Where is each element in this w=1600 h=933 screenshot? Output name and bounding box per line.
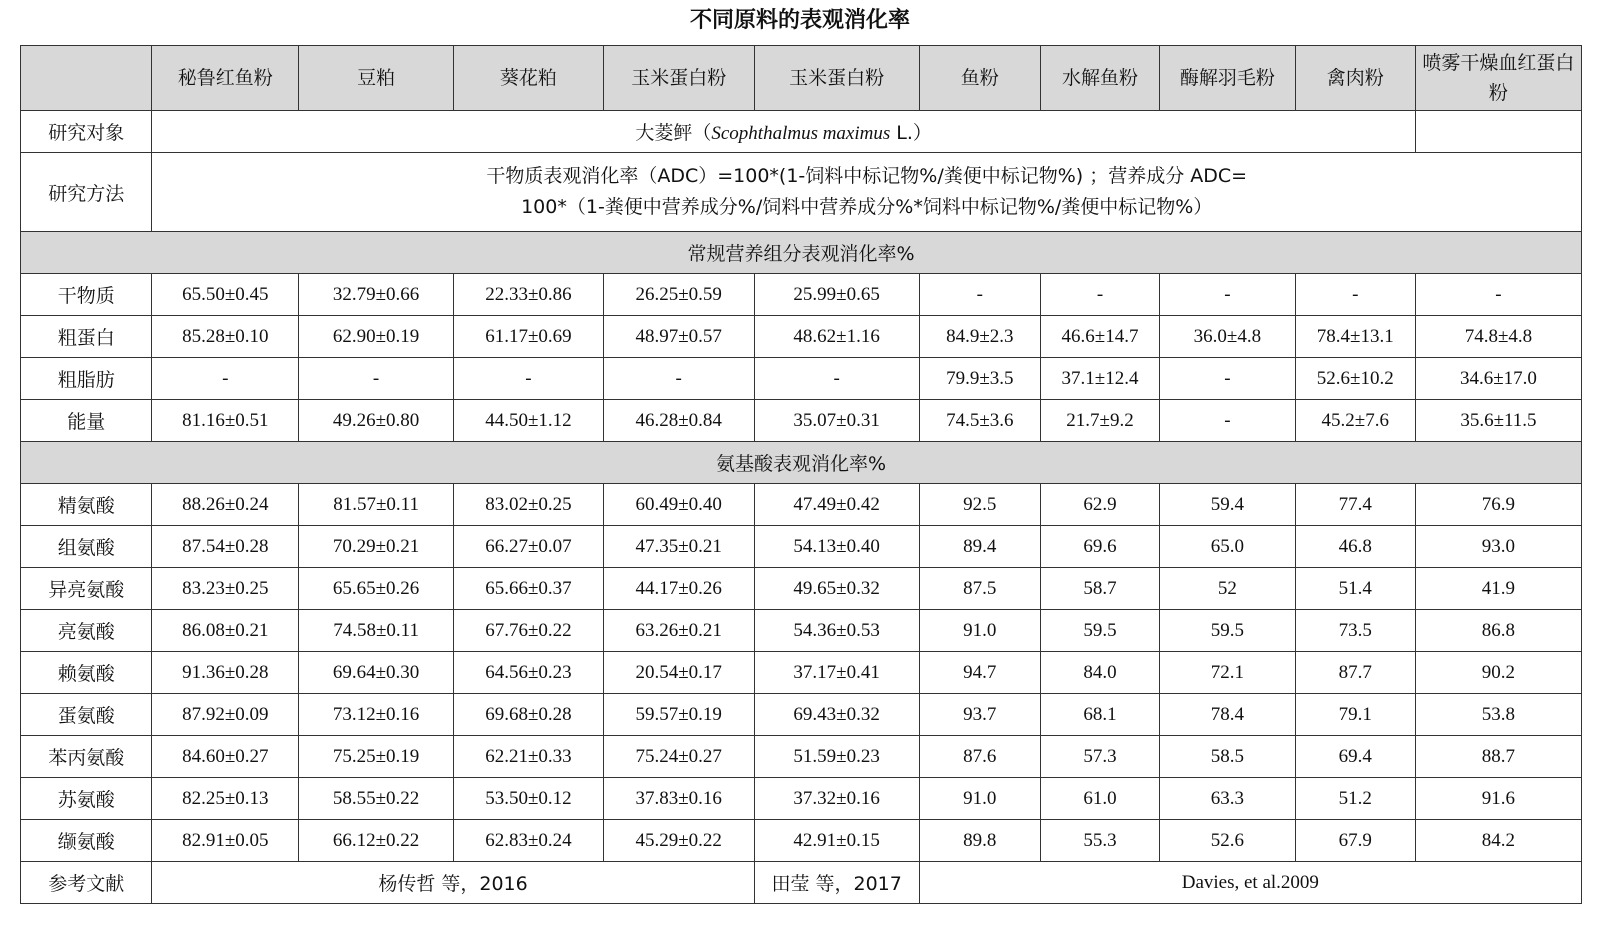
table-cell: 51.4 [1295, 568, 1415, 610]
table-cell: 65.65±0.26 [299, 568, 454, 610]
table-title: 不同原料的表观消化率 [689, 8, 910, 33]
table-cell: 90.2 [1415, 652, 1581, 694]
table-cell: 42.91±0.15 [754, 820, 919, 862]
table-cell: 65.66±0.37 [454, 568, 604, 610]
table-cell: 82.25±0.13 [152, 778, 299, 820]
table-cell: 70.29±0.21 [299, 526, 454, 568]
table-row [21, 400, 1582, 442]
table-cell: 49.26±0.80 [299, 400, 454, 442]
table-cell: 87.6 [919, 736, 1040, 778]
table-cell: 25.99±0.65 [754, 274, 919, 316]
table-cell: 64.56±0.23 [454, 652, 604, 694]
table-cell: - [1295, 274, 1415, 316]
column-header: 豆粕 [299, 46, 454, 111]
table-cell: 86.08±0.21 [152, 610, 299, 652]
empty-cell [1415, 111, 1581, 153]
table-cell: 79.9±3.5 [919, 358, 1040, 400]
row-label: 粗蛋白 [21, 316, 152, 358]
table-cell: 59.4 [1160, 484, 1296, 526]
table-cell: 89.8 [919, 820, 1040, 862]
table-cell: 47.35±0.21 [603, 526, 754, 568]
header-corner [21, 46, 152, 111]
table-cell: 75.25±0.19 [299, 736, 454, 778]
section-title: 氨基酸表观消化率% [21, 442, 1582, 484]
table-cell: 26.25±0.59 [603, 274, 754, 316]
table-cell: 94.7 [919, 652, 1040, 694]
table-cell: - [454, 358, 604, 400]
reference-row [21, 862, 1582, 904]
table-cell: 49.65±0.32 [754, 568, 919, 610]
table-cell: 53.8 [1415, 694, 1581, 736]
section-row-proximate [21, 232, 1582, 274]
table-cell: 35.07±0.31 [754, 400, 919, 442]
method-line-2: 100*（1-粪便中营养成分%/饲料中营养成分%*饲料中标记物%/粪便中标记物%） [521, 196, 1213, 218]
column-header: 玉米蛋白粉 [603, 46, 754, 111]
row-label: 异亮氨酸 [21, 568, 152, 610]
table-cell: - [1160, 400, 1296, 442]
table-cell: - [1040, 274, 1159, 316]
row-label: 精氨酸 [21, 484, 152, 526]
table-cell: 61.17±0.69 [454, 316, 604, 358]
table-cell: 68.1 [1040, 694, 1159, 736]
digestibility-table [20, 45, 1582, 904]
table-cell: 92.5 [919, 484, 1040, 526]
table-cell: 52.6 [1160, 820, 1296, 862]
table-cell: 62.21±0.33 [454, 736, 604, 778]
table-cell: 77.4 [1295, 484, 1415, 526]
table-cell: 74.5±3.6 [919, 400, 1040, 442]
table-row [21, 652, 1582, 694]
table-cell: 87.92±0.09 [152, 694, 299, 736]
row-label: 研究方法 [21, 153, 152, 232]
table-cell: 53.50±0.12 [454, 778, 604, 820]
table-cell: 37.32±0.16 [754, 778, 919, 820]
table-cell: 84.0 [1040, 652, 1159, 694]
table-row [21, 820, 1582, 862]
table-cell: 46.28±0.84 [603, 400, 754, 442]
table-cell: - [299, 358, 454, 400]
table-cell: 34.6±17.0 [1415, 358, 1581, 400]
table-cell: 93.0 [1415, 526, 1581, 568]
table-cell: 36.0±4.8 [1160, 316, 1296, 358]
table-row [21, 526, 1582, 568]
table-cell: 54.13±0.40 [754, 526, 919, 568]
table-cell: 21.7±9.2 [1040, 400, 1159, 442]
column-header: 秘鲁红鱼粉 [152, 46, 299, 111]
table-cell: 37.83±0.16 [603, 778, 754, 820]
table-cell: 69.43±0.32 [754, 694, 919, 736]
table-cell: 93.7 [919, 694, 1040, 736]
table-cell: 76.9 [1415, 484, 1581, 526]
table-cell: 91.6 [1415, 778, 1581, 820]
table-cell: 63.26±0.21 [603, 610, 754, 652]
table-cell: 84.2 [1415, 820, 1581, 862]
table-cell: 22.33±0.86 [454, 274, 604, 316]
section-title: 常规营养组分表观消化率% [21, 232, 1582, 274]
table-row [21, 610, 1582, 652]
table-cell: 88.7 [1415, 736, 1581, 778]
table-cell: 87.7 [1295, 652, 1415, 694]
table-cell: 48.62±1.16 [754, 316, 919, 358]
table-row [21, 274, 1582, 316]
table-cell: 78.4 [1160, 694, 1296, 736]
row-label: 缬氨酸 [21, 820, 152, 862]
column-header: 禽肉粉 [1295, 46, 1415, 111]
table-cell: 20.54±0.17 [603, 652, 754, 694]
table-row [21, 568, 1582, 610]
table-cell: 82.91±0.05 [152, 820, 299, 862]
row-label: 参考文献 [21, 862, 152, 904]
column-header: 水解鱼粉 [1040, 46, 1159, 111]
table-cell: 32.79±0.66 [299, 274, 454, 316]
row-label: 能量 [21, 400, 152, 442]
table-cell: 62.90±0.19 [299, 316, 454, 358]
subject-cell [152, 111, 1415, 153]
subject-species: Scophthalmus maximus [711, 123, 891, 144]
method-cell [152, 153, 1582, 232]
table-cell: 46.8 [1295, 526, 1415, 568]
table-cell: 84.60±0.27 [152, 736, 299, 778]
row-label: 干物质 [21, 274, 152, 316]
table-cell: 65.50±0.45 [152, 274, 299, 316]
table-cell: 60.49±0.40 [603, 484, 754, 526]
table-cell: 66.12±0.22 [299, 820, 454, 862]
table-cell: 69.68±0.28 [454, 694, 604, 736]
table-cell: 91.36±0.28 [152, 652, 299, 694]
section-row-amino [21, 442, 1582, 484]
table-cell: 58.7 [1040, 568, 1159, 610]
column-header: 酶解羽毛粉 [1160, 46, 1296, 111]
subject-suffix: L.） [890, 122, 932, 144]
table-cell: 81.16±0.51 [152, 400, 299, 442]
column-header: 喷雾干燥血红蛋白粉 [1415, 46, 1581, 111]
table-cell: 37.17±0.41 [754, 652, 919, 694]
table-cell: 75.24±0.27 [603, 736, 754, 778]
table-row [21, 358, 1582, 400]
table-cell: 51.59±0.23 [754, 736, 919, 778]
table-cell: - [603, 358, 754, 400]
table-cell: 72.1 [1160, 652, 1296, 694]
table-cell: 88.26±0.24 [152, 484, 299, 526]
table-cell: 91.0 [919, 610, 1040, 652]
reference-cell: Davies, et al.2009 [919, 862, 1581, 904]
table-cell: - [1160, 358, 1296, 400]
row-label: 粗脂肪 [21, 358, 152, 400]
table-cell: 55.3 [1040, 820, 1159, 862]
method-line-1: 干物质表观消化率（ADC）=100*(1-饲料中标记物%/粪便中标记物%) ；营养成分 ADC= [486, 165, 1248, 187]
subject-prefix: 大菱鲆（ [635, 122, 712, 144]
table-cell: 58.5 [1160, 736, 1296, 778]
column-header: 葵花粕 [454, 46, 604, 111]
reference-cell: 田莹 等，2017 [754, 862, 919, 904]
table-cell: 37.1±12.4 [1040, 358, 1159, 400]
table-cell: 66.27±0.07 [454, 526, 604, 568]
table-cell: 51.2 [1295, 778, 1415, 820]
row-label: 亮氨酸 [21, 610, 152, 652]
row-label: 苯丙氨酸 [21, 736, 152, 778]
table-cell: 46.6±14.7 [1040, 316, 1159, 358]
table-cell: 85.28±0.10 [152, 316, 299, 358]
column-header: 鱼粉 [919, 46, 1040, 111]
table-cell: 48.97±0.57 [603, 316, 754, 358]
column-header: 玉米蛋白粉 [754, 46, 919, 111]
table-cell: 62.83±0.24 [454, 820, 604, 862]
table-cell: 67.9 [1295, 820, 1415, 862]
table-cell: 35.6±11.5 [1415, 400, 1581, 442]
table-cell: 57.3 [1040, 736, 1159, 778]
table-cell: 45.2±7.6 [1295, 400, 1415, 442]
table-row [21, 316, 1582, 358]
table-cell: 91.0 [919, 778, 1040, 820]
table-cell: 69.4 [1295, 736, 1415, 778]
table-cell: - [1415, 274, 1581, 316]
row-label: 蛋氨酸 [21, 694, 152, 736]
table-cell: - [919, 274, 1040, 316]
table-cell: 62.9 [1040, 484, 1159, 526]
table-cell: 87.5 [919, 568, 1040, 610]
method-row [21, 153, 1582, 232]
table-cell: 81.57±0.11 [299, 484, 454, 526]
table-cell: 54.36±0.53 [754, 610, 919, 652]
subject-row [21, 111, 1582, 153]
table-cell: 58.55±0.22 [299, 778, 454, 820]
table-cell: 44.50±1.12 [454, 400, 604, 442]
table-cell: 73.5 [1295, 610, 1415, 652]
table-cell: 63.3 [1160, 778, 1296, 820]
table-cell: - [754, 358, 919, 400]
table-cell: 73.12±0.16 [299, 694, 454, 736]
table-cell: 59.5 [1040, 610, 1159, 652]
row-label: 苏氨酸 [21, 778, 152, 820]
table-row [21, 484, 1582, 526]
table-cell: 87.54±0.28 [152, 526, 299, 568]
table-cell: 52 [1160, 568, 1296, 610]
table-cell: 74.58±0.11 [299, 610, 454, 652]
table-cell: 84.9±2.3 [919, 316, 1040, 358]
table-cell: 74.8±4.8 [1415, 316, 1581, 358]
reference-cell: 杨传哲 等，2016 [152, 862, 754, 904]
table-cell: 89.4 [919, 526, 1040, 568]
table-cell: 78.4±13.1 [1295, 316, 1415, 358]
table-cell: 59.57±0.19 [603, 694, 754, 736]
table-cell: 65.0 [1160, 526, 1296, 568]
table-row [21, 694, 1582, 736]
table-row [21, 736, 1582, 778]
table-cell: 41.9 [1415, 568, 1581, 610]
table-cell: 47.49±0.42 [754, 484, 919, 526]
table-cell: 61.0 [1040, 778, 1159, 820]
row-label: 赖氨酸 [21, 652, 152, 694]
table-cell: 52.6±10.2 [1295, 358, 1415, 400]
table-cell: 45.29±0.22 [603, 820, 754, 862]
table-cell: 86.8 [1415, 610, 1581, 652]
table-cell: 83.02±0.25 [454, 484, 604, 526]
row-label: 研究对象 [21, 111, 152, 153]
table-cell: 83.23±0.25 [152, 568, 299, 610]
table-cell: 59.5 [1160, 610, 1296, 652]
table-row [21, 778, 1582, 820]
table-cell: 44.17±0.26 [603, 568, 754, 610]
table-cell: 69.6 [1040, 526, 1159, 568]
table-cell: 79.1 [1295, 694, 1415, 736]
table-cell: 69.64±0.30 [299, 652, 454, 694]
table-cell: - [1160, 274, 1296, 316]
table-cell: 67.76±0.22 [454, 610, 604, 652]
table-cell: - [152, 358, 299, 400]
row-label: 组氨酸 [21, 526, 152, 568]
header-row [21, 46, 1582, 111]
